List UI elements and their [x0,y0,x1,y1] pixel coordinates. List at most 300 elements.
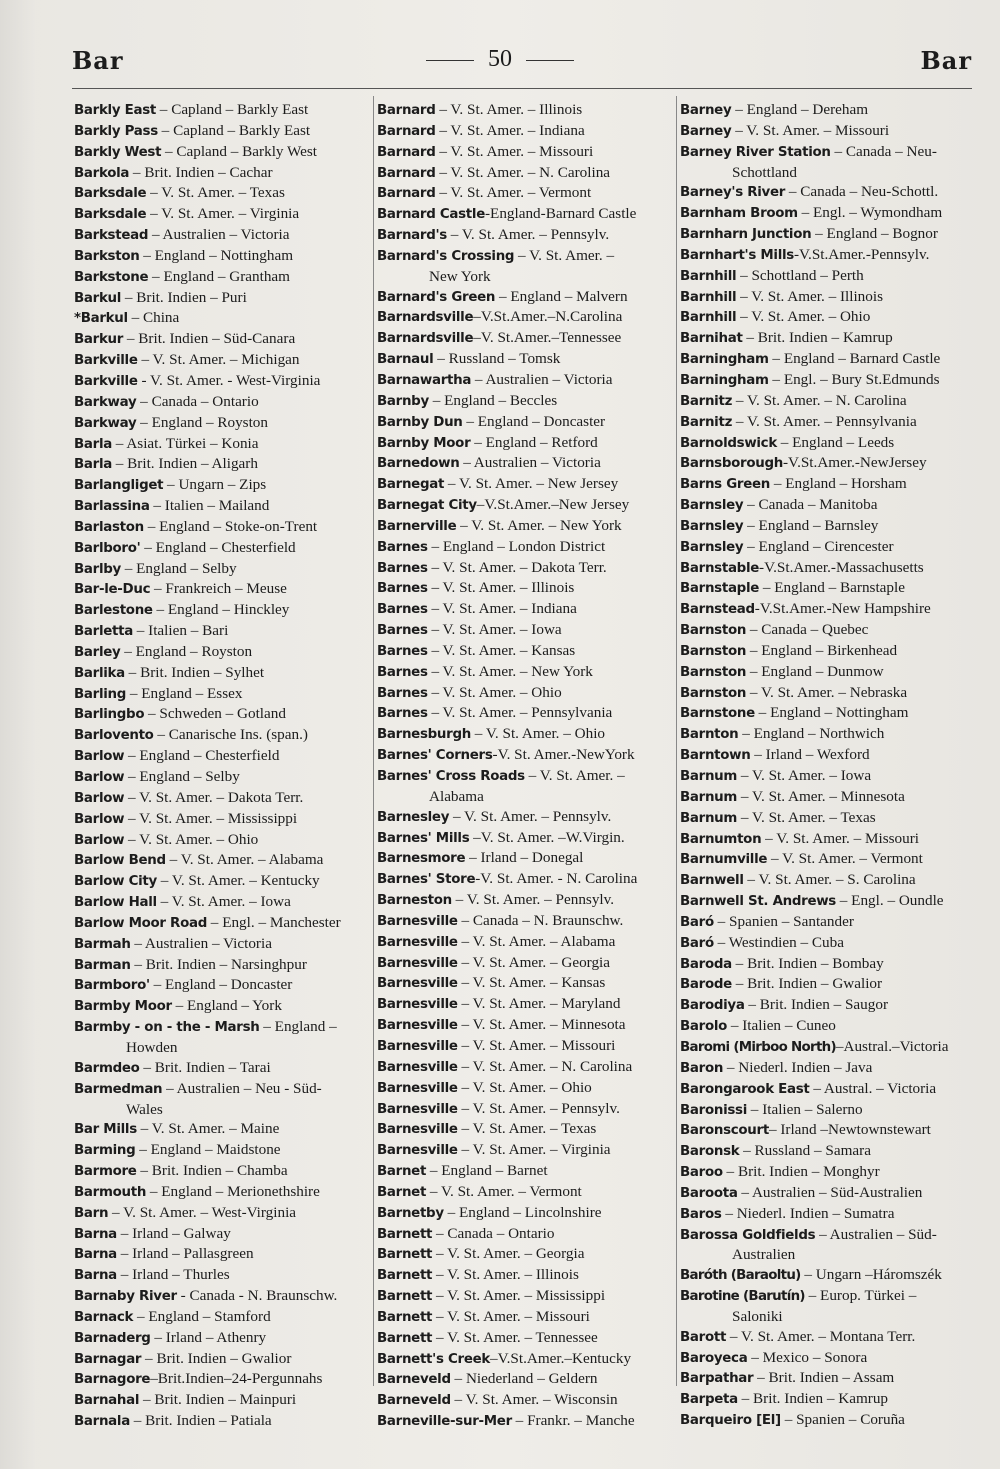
entry-location: – Australien – Victoria [130,934,272,952]
entry-location: – England – Bognor [811,225,938,243]
entry-headword: Barnhart's Mills [680,247,794,263]
header-left-keyword: Bar [72,46,124,75]
entry-location: – China [127,309,180,327]
entry-headword: Barnard's Green [377,289,496,305]
entry-location: – V. St. Amer. – Nebraska [746,683,908,701]
gazetteer-entry [377,578,674,599]
gazetteer-entry [74,871,370,892]
gazetteer-entry [74,350,370,371]
gazetteer-entry [74,684,370,705]
gazetteer-entry [377,766,674,787]
entry-headword: Barqueiro [El] [680,1413,781,1429]
gazetteer-entry [680,849,976,870]
entry-headword: Bar Mills [74,1122,137,1138]
entry-headword: Barlow [74,832,125,848]
entry-location: – V. St. Amer. – N. Carolina [732,391,907,409]
entry-headword: Barnihat [680,331,743,347]
gazetteer-entry [680,1368,976,1389]
gazetteer-entry [680,1183,976,1204]
gazetteer-entry [377,848,674,869]
entry-location: –V. St. Amer. –W.Virgin. [469,828,625,846]
gazetteer-entry [680,766,976,787]
entry-location: -V.St.Amer.-New Hampshire [754,600,931,618]
entry-location: – England – [259,1018,337,1036]
entry-location: – Australien – Süd- [815,1225,937,1243]
entry-location: – England – Nottingham [139,246,294,264]
entry-headword: Barnardsville [377,310,474,326]
entry-headword: Baroo [680,1165,723,1181]
page-header [0,46,1000,76]
entry-headword: Barningham [680,352,769,368]
entry-headword: Barkstead [74,228,149,244]
gazetteer-entry [74,809,370,830]
gazetteer-entry [377,453,674,474]
gazetteer-entry [74,1140,370,1161]
entry-location: – Mexico – Sonora [747,1348,868,1366]
gazetteer-entry [680,1286,976,1307]
entry-headword: Barnston [680,664,747,680]
entry-headword: Barmore [74,1164,137,1180]
entry-headword: Barlow Hall [74,895,157,911]
entry-headword: Barlow Moor Road [74,915,207,931]
entry-location: -V. St. Amer. - N. Carolina [475,870,638,888]
entry-location: – V. St. Amer. – Wisconsin [450,1391,618,1409]
entry-location: – V. St. Amer. – Montana Terr. [726,1327,916,1345]
entry-location: – V. St. Amer. – Tennessee [432,1328,598,1346]
entry-location: – Irland – Athenry [150,1328,267,1346]
entry-location: – England – Stoke-on-Trent [143,517,318,535]
entry-location: – Capland – Barkly West [161,142,318,160]
entry-location: – V. St. Amer. – S. Carolina [743,871,916,889]
entry-headword: Barnaderg [74,1330,151,1346]
entry-location: – Capland – Barkly East [156,101,309,118]
gazetteer-entry [377,1349,674,1370]
gazetteer-entry [680,933,976,954]
gazetteer-entry [74,767,370,788]
column-1 [74,100,370,1432]
entry-headword: Barode [680,977,732,993]
entry-location: -V.St.Amer.-NewJersey [783,454,927,472]
gazetteer-entry [377,953,674,974]
entry-headword: Barming [74,1143,136,1159]
column-divider [373,96,374,1386]
entry-headword: Barnhill [680,310,737,326]
gazetteer-entry [680,808,976,829]
entry-headword: Barnstable [680,560,760,576]
gazetteer-entry [377,620,674,641]
entry-location: – Russland – Samara [739,1142,871,1160]
entry-location: – Brit. Indien – Chamba [136,1162,288,1180]
entry-location: – V. St. Amer. – Missouri [435,142,594,160]
entry-location: – England – Grantham [148,267,290,285]
entry-location: – England – Merionethshire [146,1182,320,1200]
entry-location: – Russland – Tomsk [433,350,561,368]
gazetteer-entry [377,163,674,184]
entry-headword: Barnes [377,685,428,701]
gazetteer-entry [74,246,370,267]
gazetteer-entry [377,558,674,579]
entry-headword: Barnston [680,643,747,659]
entry-headword: Barnesville [377,976,458,992]
gazetteer-entry [680,703,976,724]
entry-headword: Barney [680,103,732,118]
entry-headword: Barksdale [74,186,147,202]
entry-location: – Australien – Süd-Australien [737,1183,923,1201]
gazetteer-entry [680,891,976,912]
entry-location: – V. St. Amer. – Dakota Terr. [124,788,304,806]
entry-headword: Barneveld [377,1393,451,1409]
gazetteer-entry [74,934,370,955]
entry-headword: Barnham Broom [680,206,798,222]
entry-location: – England – Doncaster [462,412,606,430]
gazetteer-entry [377,1015,674,1036]
gazetteer-entry [74,725,370,746]
gazetteer-entry [377,973,674,994]
entry-headword: Barney [680,123,732,139]
entry-location: – Europ. Türkei – [804,1287,917,1305]
entry-headword: Barnet [377,1164,427,1180]
entry-location: – England – Essex [126,684,243,702]
entry-location: – V. St. Amer. – Vermont [426,1182,582,1200]
entry-headword: Barnum [680,810,738,826]
gazetteer-entry [377,370,674,391]
gazetteer-entry [377,287,674,308]
gazetteer-entry [74,142,370,163]
entry-location: – V. St. Amer. – Illinois [427,579,575,597]
entry-headword: Barnard [377,123,436,139]
entry-location: – V. St. Amer. – [524,767,625,784]
gazetteer-entry [680,266,976,287]
entry-headword: Barossa Goldfields [680,1227,816,1243]
entry-headword: Barnumville [680,852,768,868]
entry-headword: Barnesville [377,1143,458,1159]
gazetteer-entry [377,890,674,911]
entry-location: – Canarische Ins. (span.) [153,726,308,744]
entry-location: – V. St. Amer. – Pennsylv. [446,226,610,244]
gazetteer-entry [377,869,674,890]
entry-headword: Barnston [680,623,747,639]
gazetteer-entry [74,225,370,246]
page-shadow [0,0,36,1469]
gazetteer-entry [680,142,976,163]
entry-headword: Barnett [377,1226,433,1242]
entry-location: -V.St.Amer.-Pennsylv. [793,245,930,263]
entry-location: – Canada – Quebec [746,621,869,639]
gazetteer-entry [377,1119,674,1140]
entry-location: – England – Beccles [428,391,558,409]
entry-headword: Barnwell St. Andrews [680,894,836,910]
entry-headword: Barnum [680,789,738,805]
gazetteer-entry [680,1348,976,1369]
page-number-text: 50 [488,46,512,72]
gazetteer-entry [74,1058,370,1079]
entry-headword: Barkville [74,353,138,369]
entry-location: – V. St. Amer. – Alabama [165,851,324,869]
entry-headword: Barnwell [680,873,744,889]
gazetteer-entry [74,163,370,184]
entry-headword: Barnack [74,1309,134,1325]
gazetteer-entry [680,558,976,579]
entry-location: – V. St. Amer. – Iowa [156,893,291,911]
entry-headword: Barmby Moor [74,999,172,1015]
entry-location: – England – Royston [136,413,268,431]
entry-location: – V. St. Amer. – Dakota Terr. [427,558,607,576]
entry-location: – England – Barnard Castle [768,350,941,368]
gazetteer-entry [680,412,976,433]
entry-headword: Barnsley [680,518,744,534]
entry-headword: Barla [74,457,112,473]
entry-headword: Barkly West [74,144,162,160]
entry-headword: Baromi (Mirboo North) [680,1039,836,1055]
entry-headword: Barmouth [74,1184,147,1200]
entry-location: – V. St. Amer. – Pennsylvania [732,412,917,430]
gazetteer-entry [680,307,976,328]
gazetteer-entry [74,1390,370,1411]
entry-location: – V. St. Amer. – Pennsylvania [427,704,613,722]
entry-headword: Barmah [74,936,131,952]
gazetteer-entry [74,288,370,309]
entry-location: – V. St. Amer. – New Jersey [444,475,619,493]
gazetteer-entry [377,100,674,121]
entry-headword: Barnesville [377,955,458,971]
column-2 [377,100,674,1432]
entry-location: – Austral. – Victoria [809,1079,937,1097]
gazetteer-entry [680,1204,976,1225]
gazetteer-entry [377,641,674,662]
entry-location: – V. St. Amer. – Maine [136,1120,280,1138]
entry-location: – Irland – Donegal [465,849,584,867]
entry-headword: Barnton [680,727,739,743]
entry-headword: Barnby Dun [377,414,463,430]
gazetteer-entry [377,1057,674,1078]
gazetteer-entry [74,1349,370,1370]
entry-headword: Barningham [680,372,769,388]
entry-headword: Barott [680,1329,727,1345]
gazetteer-entry [74,975,370,996]
column-divider [676,96,677,1386]
entry-location: – V. St. Amer. – Iowa [737,767,872,784]
entry-headword: Barnesville [377,1122,458,1138]
entry-location: – England – London District [427,537,606,555]
entry-location: – V. St. Amer. – Ohio [457,1078,592,1096]
entry-headword: Barlow [74,749,125,765]
entry-headword: Barnsborough [680,456,783,472]
gazetteer-entry [74,517,370,538]
gazetteer-entry [74,746,370,767]
entry-location: – V. St. Amer. – Georgia [432,1245,585,1263]
gazetteer-entry [74,913,370,934]
gazetteer-entry [680,453,976,474]
gazetteer-entry [74,1411,370,1432]
entry-headword: Barkola [74,165,130,181]
entry-headword: Barnedown [377,456,460,472]
entry-location: – Italien – Salerno [747,1100,863,1118]
entry-location: – England – Chesterfield [124,747,280,765]
entry-headword: Barlestone [74,603,153,619]
entry-location: – V. St. Amer. – Indiana [435,121,585,139]
entry-headword: Barnum [680,769,738,784]
entry-headword: Barnahal [74,1393,140,1409]
entry-location: – England – York [171,997,282,1015]
gazetteer-entry [680,620,976,641]
gazetteer-entry [680,1389,976,1410]
entry-headword: Baróth (Baraoltu) [680,1268,801,1284]
gazetteer-entry [377,1411,674,1432]
entry-location: – Frankreich – Meuse [150,580,287,598]
gazetteer-entry [74,1079,370,1100]
entry-location: – Asiat. Türkei – Konia [111,434,259,452]
gazetteer-entry [377,433,674,454]
entry-headword: Baronsk [680,1144,740,1160]
gazetteer-entry [680,433,976,454]
entry-location: – Italien – Bari [132,622,229,640]
entry-continuation: Wales [126,1100,163,1118]
entry-location: – Irland – Pallasgreen [116,1245,254,1263]
entry-headword: Barnard [377,103,436,118]
entry-headword: Barnsley [680,498,744,514]
entry-location: – Brit. Indien – Sylhet [124,663,265,681]
entry-location: – V. St. Amer. – Michigan [137,351,300,369]
entry-location: – V. St. Amer. – Virginia [457,1141,611,1159]
entry-headword: Barnet [377,1184,427,1200]
gazetteer-entry [74,434,370,455]
entry-headword: Barlaston [74,519,144,535]
entry-location: – Brit. Indien – Patiala [129,1412,272,1430]
entry-headword: Barnerville [377,518,457,534]
entry-headword: Barkstone [74,269,149,285]
gazetteer-entry [74,100,370,121]
entry-headword: Barnesburgh [377,727,471,743]
entry-location: – England – Barnstaple [759,579,905,597]
entry-headword: Baroota [680,1185,738,1201]
entry-headword: Barmboro' [74,978,150,994]
entry-location: – V. St. Amer. – Minnesota [457,1016,626,1034]
entry-location: – England – Selby [120,559,237,577]
gazetteer-entry [74,1017,370,1038]
entry-headword: Baró [680,914,714,930]
entry-headword: Barnes [377,539,428,555]
entry-location: – Canada – Ontario [432,1224,555,1242]
entry-headword: Barotine (Barutín) [680,1289,805,1305]
entry-headword: Barnumton [680,831,762,847]
entry-headword: Barnesville [377,1101,458,1117]
entry-headword: Barpathar [680,1371,754,1387]
entry-location: – V. St. Amer. – Ohio [470,725,606,743]
entry-headword: Barmdeo [74,1060,140,1076]
entry-location: – Brit. Indien – Aligarh [111,455,258,473]
entry-location: – Brit. Indien – Gwalior [731,975,883,993]
entry-headword: Barnaul [377,352,434,368]
entry-location: – Capland – Barkly East [157,121,311,139]
entry-headword: Barnsley [680,539,744,555]
entry-headword: Baronissi [680,1102,747,1118]
entry-location: – England – Selby [124,768,240,785]
entry-location: – England – Lincolnshire [443,1203,602,1221]
entry-location: – Canada – Neu-Schottl. [785,183,939,201]
gazetteer-entry [74,996,370,1017]
gazetteer-entry [74,1369,370,1390]
gazetteer-entry [74,621,370,642]
gazetteer-entry [377,1307,674,1328]
entry-location: – Brit. Indien – Puri [121,288,247,306]
entry-location: – Italien – Mailand [149,497,270,515]
entry-location: – England – Cirencester [743,537,894,555]
gazetteer-entry [377,391,674,412]
gazetteer-entry [377,807,674,828]
entry-headword: Barnetby [377,1205,444,1221]
entry-headword: Barnard [377,186,436,202]
entry-headword: Baró [680,935,714,951]
entry-headword: Barnes [377,602,428,618]
entry-continuation: New York [429,267,491,285]
entry-location: – England – Northwich [738,725,885,743]
entry-headword: Barnby [377,393,429,409]
gazetteer-entry [680,1141,976,1162]
entry-location: – V. St. Amer. – Indiana [427,600,577,618]
entry-headword: Barpeta [680,1392,738,1408]
entry-location: – England – Dunmow [746,662,884,680]
entry-headword: Bar-le-Duc [74,582,151,598]
entry-headword: Barkville [74,373,138,389]
gazetteer-entry [74,579,370,600]
gazetteer-entry [377,516,674,537]
header-right-keyword: Bar [920,46,972,75]
gazetteer-entry [74,1119,370,1140]
entry-headword: Barnard [377,165,436,181]
entry-headword: Barmby - on - the - Marsh [74,1020,260,1036]
gazetteer-entry [74,475,370,496]
entry-location: – England – Leeds [776,433,895,451]
gazetteer-entry [377,994,674,1015]
gazetteer-entry [377,1390,674,1411]
entry-headword: Barnesville [377,997,458,1013]
gazetteer-entry [680,1037,976,1058]
gazetteer-entry [74,392,370,413]
gazetteer-entry [377,121,674,142]
gazetteer-entry [377,1369,674,1390]
entry-location: – V. St. Amer. – Missouri [731,121,890,139]
gazetteer-entry [377,1182,674,1203]
gazetteer-entry [680,328,976,349]
gazetteer-entry [74,892,370,913]
entry-headword: Barnston [680,685,747,701]
gazetteer-entry [74,496,370,517]
gazetteer-entry [680,745,976,766]
gazetteer-entry [74,642,370,663]
entry-location: – V. St. Amer. – Minnesota [737,787,905,805]
gazetteer-entry [680,683,976,704]
entry-location: – V. St. Amer. – Texas [457,1120,597,1138]
entry-location: – England – Chesterfield [140,538,296,556]
column-3 [680,100,976,1431]
entry-location: – V. St. Amer. – Texas [146,184,285,202]
entry-headword: Barnesville [377,1038,458,1054]
gazetteer-entry [680,287,976,308]
entry-location: – V. St. Amer. – N. Carolina [457,1057,633,1075]
gazetteer-entry [74,788,370,809]
entry-headword: Barnett's Creek [377,1351,490,1367]
entry-location: – Brit. Indien – Bombay [731,954,884,972]
gazetteer-entry [680,1120,976,1141]
gazetteer-entry [680,121,976,142]
entry-headword: Barnstead [680,602,755,618]
entry-location: – V. St. Amer. – Maryland [457,995,621,1013]
entry-location: – Irland – Thurles [116,1266,230,1284]
gazetteer-entry [74,600,370,621]
gazetteer-entry [680,370,976,391]
entry-headword: Barongarook East [680,1081,810,1097]
entry-location: – Italien – Cuneo [727,1017,836,1035]
